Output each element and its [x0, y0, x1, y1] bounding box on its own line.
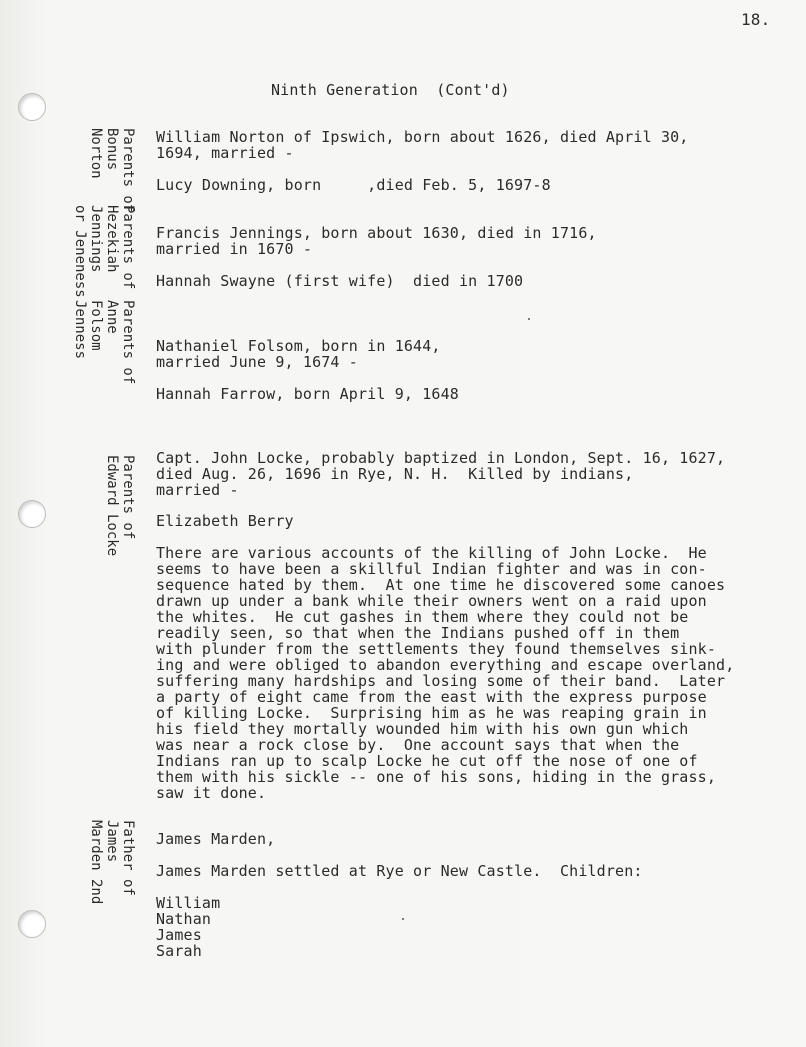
margin-note-line: Parents of	[120, 205, 136, 290]
text-line: James Marden,	[156, 830, 276, 848]
child-name: Sarah	[156, 942, 202, 960]
margin-note-line: Parents of	[120, 128, 136, 213]
text-line: William Norton of Ipswich, born about 1626, died April 30,	[156, 128, 689, 146]
margin-note-line: Jenness	[72, 300, 88, 360]
text-line: was near a rock close by. One account says that when the	[156, 736, 680, 754]
text-line: Lucy Downing, born ,died Feb. 5, 1697-8	[156, 176, 551, 194]
child-name: Nathan	[156, 910, 212, 928]
text-line: drawn up under a bank while their owners went on a raid upon	[156, 592, 707, 610]
margin-note-line: Parents of	[120, 300, 136, 385]
text-line: saw it done.	[156, 784, 267, 802]
text-line: Elizabeth Berry	[156, 512, 294, 530]
child-name: James	[156, 926, 202, 944]
text-line: sequence hated by them. At one time he discovered some canoes	[156, 576, 726, 594]
text-line: his field they mortally wounded him with his own gun which	[156, 720, 689, 738]
text-line: suffering many hardships and losing some of their band. Later	[156, 672, 726, 690]
text-line: Nathaniel Folsom, born in 1644,	[156, 337, 441, 355]
text-line: Francis Jennings, born about 1630, died in 1716,	[156, 224, 597, 242]
text-line: married -	[156, 481, 239, 499]
page-title: Ninth Generation (Cont'd)	[271, 81, 510, 99]
text-line: them with his sickle -- one of his sons, hiding in the grass,	[156, 768, 717, 786]
text-line: the whites. He cut gashes in them where they could not be	[156, 608, 689, 626]
page-number: 18.	[741, 10, 771, 29]
margin-note-line: Norton	[88, 128, 104, 179]
margin-note-line: Parents of	[120, 455, 136, 540]
text-line: There are various accounts of the killing of John Locke. He	[156, 544, 707, 562]
text-line: with plunder from the settlements they found themselves sink-	[156, 640, 717, 658]
text-line: of killing Locke. Surprising him as he was reaping grain in	[156, 704, 707, 722]
margin-note-line: or Jeneness	[72, 205, 88, 298]
margin-note-line: Bonus	[104, 128, 120, 171]
text-line: Hannah Swayne (first wife) died in 1700	[156, 272, 524, 290]
paper-speck	[402, 918, 404, 920]
text-line: married June 9, 1674 -	[156, 353, 358, 371]
text-line: a party of eight came from the east with the express purpose	[156, 688, 707, 706]
text-line: Capt. John Locke, probably baptized in London, Sept. 16, 1627,	[156, 449, 726, 467]
binder-hole	[18, 500, 46, 528]
text-line: married in 1670 -	[156, 240, 313, 258]
text-line: Hannah Farrow, born April 9, 1648	[156, 385, 459, 403]
margin-note-line: Edward Locke	[104, 455, 120, 557]
text-line: died Aug. 26, 1696 in Rye, N. H. Killed by indians,	[156, 465, 634, 483]
text-line: readily seen, so that when the Indians pushed off in them	[156, 624, 680, 642]
margin-note-line: Marden 2nd	[88, 820, 104, 905]
margin-note-line: Hezekiah	[104, 205, 120, 273]
paper-speck	[528, 318, 530, 320]
text-line: Indians ran up to scalp Locke he cut off the nose of one of	[156, 752, 698, 770]
text-line: ing and were obliged to abandon everything and escape overland,	[156, 656, 735, 674]
binder-hole	[18, 93, 46, 121]
text-line: seems to have been a skillful Indian fighter and was in con-	[156, 560, 707, 578]
margin-note-line: Jennings	[88, 205, 104, 273]
margin-note-folsom	[72, 300, 168, 420]
margin-note-line: James	[104, 820, 120, 863]
binder-hole	[18, 910, 46, 938]
margin-note-line: Father of	[120, 820, 136, 896]
child-name: William	[156, 894, 221, 912]
text-line: James Marden settled at Rye or New Castle. Children:	[156, 862, 643, 880]
margin-note-line: Anne	[104, 300, 120, 334]
margin-note-line: Folsom	[88, 300, 104, 351]
text-line: 1694, married -	[156, 144, 294, 162]
